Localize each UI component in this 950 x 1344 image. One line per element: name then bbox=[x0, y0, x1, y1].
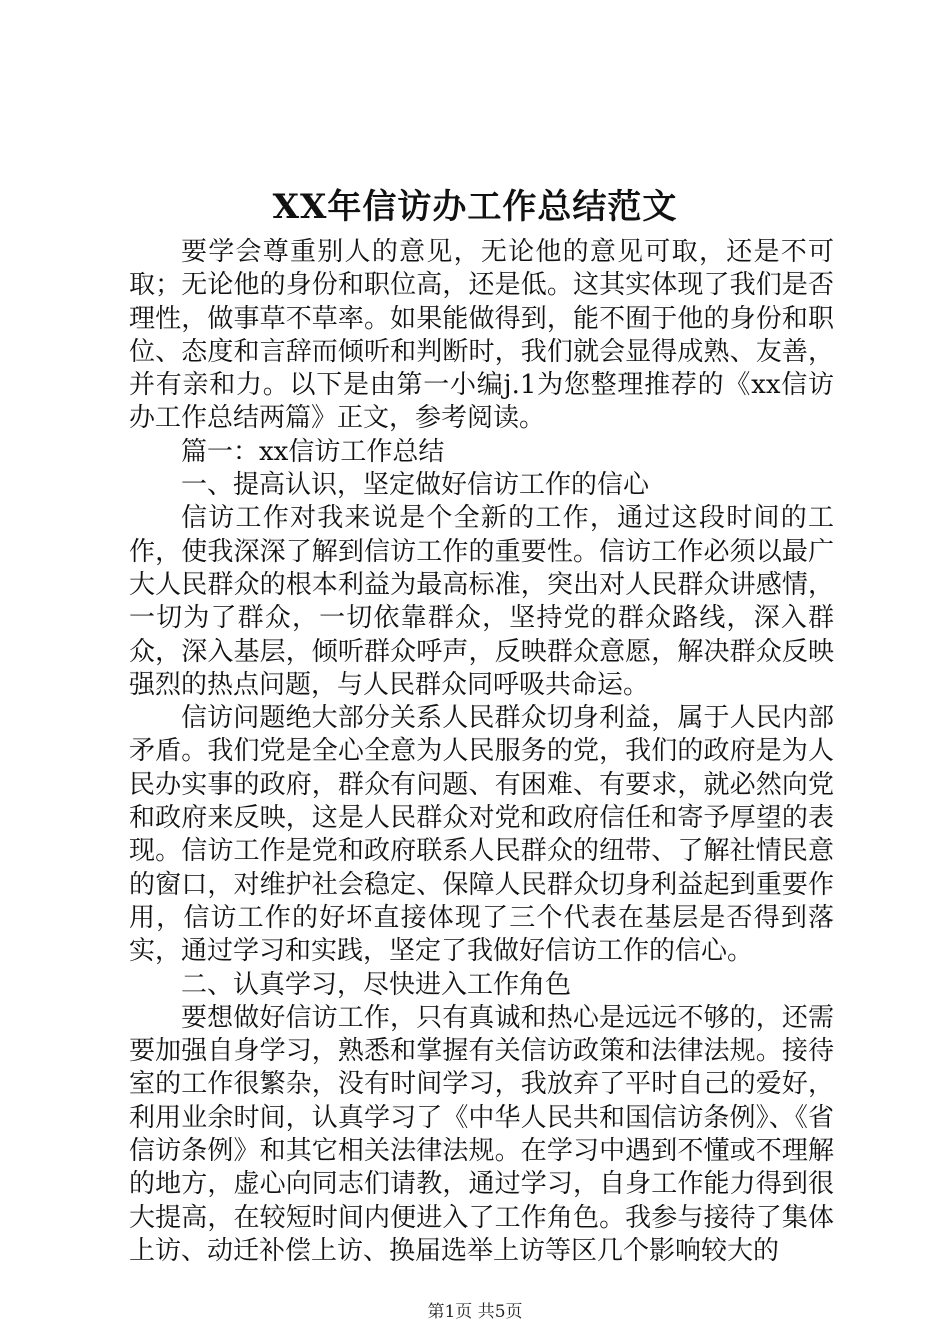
page-footer: 第1页 共5页 bbox=[427, 1302, 523, 1322]
subsection-heading-1: 一、提高认识，坚定做好信访工作的信心 bbox=[181, 470, 650, 501]
subsection-heading-2: 二、认真学习，尽快进入工作角色 bbox=[181, 969, 572, 1000]
intro-paragraph: 要学会尊重别人的意见，无论他的意见可取，还是不可取；无论他的身份和职位高，还是低。这其实体现了我们是否理性，做事草不草率。如果能做得到，能不囿于他的身份和职位、态度和言辞而倾听和判断时，我们就会显得成熟、友善，并有亲和力。以下是由第一小编j.1为您整理推荐的《xx信访办工作总结两篇》正文，参考阅读。 bbox=[129, 237, 834, 434]
body-paragraph-2: 信访问题绝大部分关系人民群众切身利益，属于人民内部矛盾。我们党是全心全意为人民服务的党，我们的政府是为人民办实事的政府，群众有问题、有困难、有要求，就必然向党和政府来反映，这是人民群众对党和政府信任和寄予厚望的表现。信访工作是党和政府联系人民群众的纽带、了解社情民意的窗口，对维护社会稳定、保障人民群众切身利益起到重要作用，信访工作的好坏直接体现了三个代表在基层是否得到落实，通过学习和实践，坚定了我做好信访工作的信心。 bbox=[129, 703, 834, 967]
section-heading-part-one: 篇一：xx信访工作总结 bbox=[181, 436, 445, 467]
document-body bbox=[129, 236, 834, 1268]
page-title: XX年信访办工作总结范文 bbox=[272, 187, 678, 227]
body-paragraph-1: 信访工作对我来说是个全新的工作，通过这段时间的工作，使我深深了解到信访工作的重要性。信访工作必须以最广大人民群众的根本利益为最高标准，突出对人民群众讲感情，一切为了群众，一切依靠群众，坚持党的群众路线，深入群众，深入基层，倾听群众呼声，反映群众意愿，解决群众反映强烈的热点问题，与人民群众同呼吸共命运。 bbox=[129, 503, 834, 700]
body-paragraph-3: 要想做好信访工作，只有真诚和热心是远远不够的，还需要加强自身学习，熟悉和掌握有关信访政策和法律法规。接待室的工作很繁杂，没有时间学习，我放弃了平时自己的爱好，利用业余时间，认真学习了《中华人民共和国信访条例》、《省信访条例》和其它相关法律法规。在学习中遇到不懂或不理解的地方，虚心向同志们请教，通过学习，自身工作能力得到很大提高，在较短时间内便进入了工作角色。我参与接待了集体上访、动迁补偿上访、换届选举上访等区几个影响较大的 bbox=[129, 1002, 834, 1266]
